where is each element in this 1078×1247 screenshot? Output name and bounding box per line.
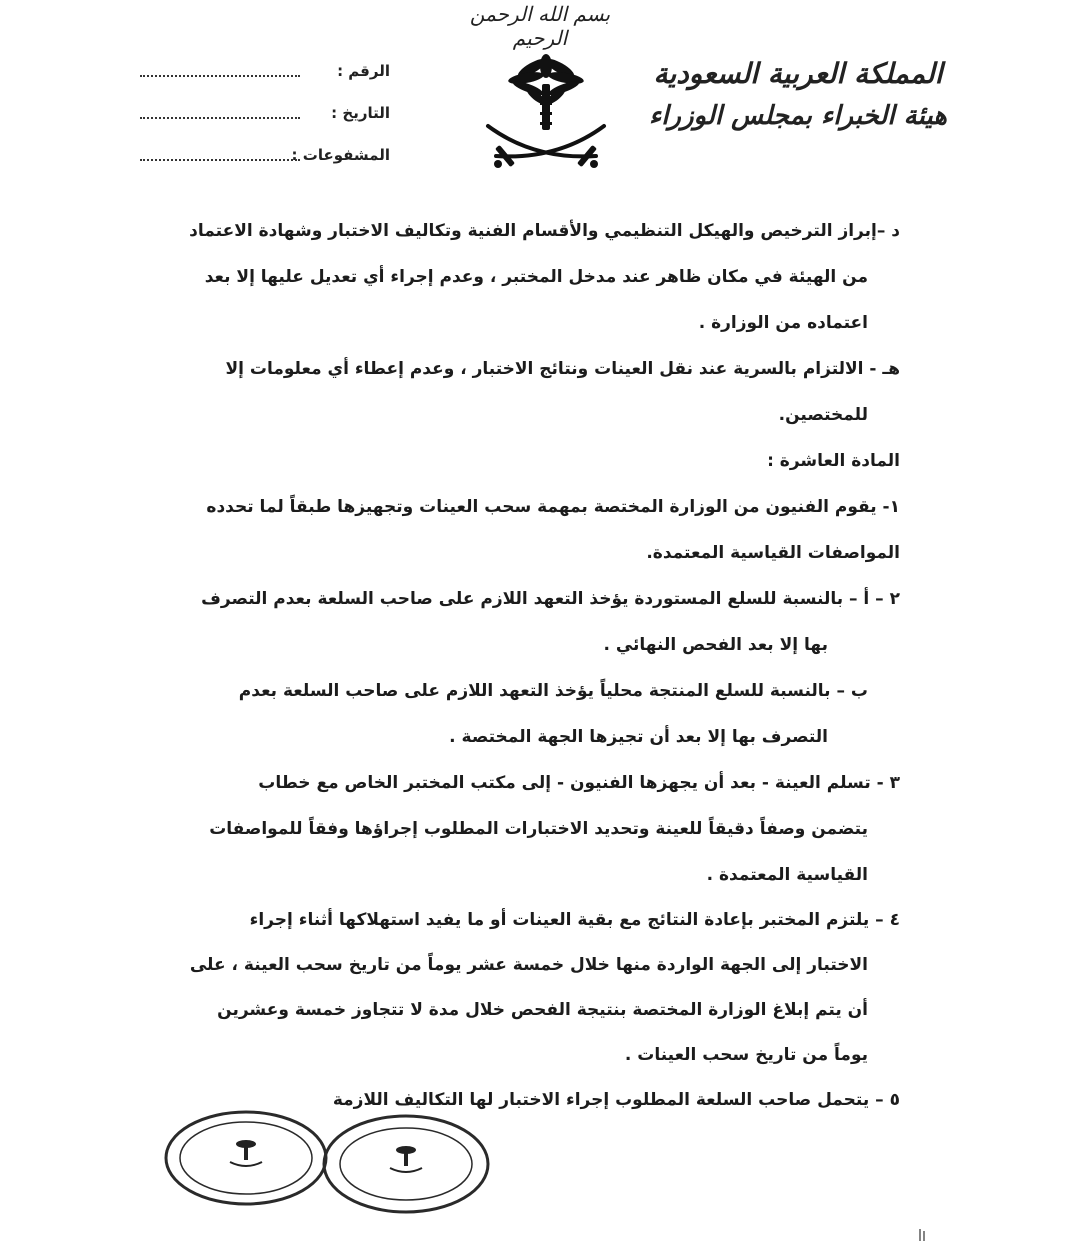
- body-line: الاختبار إلى الجهة الواردة منها خلال خمسة عشر يوماً من تاريخ سحب العينة ، على: [189, 955, 868, 975]
- body-line: القياسية المعتمدة .: [706, 865, 868, 885]
- body-line: ٤ – يلتزم المختبر بإعادة النتائج مع بقية العينات أو ما يفيد استهلاكها أثناء إجراء: [249, 910, 900, 930]
- reference-date-label: التاريخ :: [331, 104, 390, 122]
- body-line: المواصفات القياسية المعتمدة.: [646, 543, 900, 563]
- reference-attachments-field: [140, 149, 300, 161]
- body-line: ١- يقوم الفنيون من الوزارة المختصة بمهمة سحب العينات وتجهيزها طبقاً لما تحدده: [206, 497, 900, 517]
- saudi-emblem-icon: [484, 48, 608, 182]
- page-mark-icon: [918, 1228, 926, 1242]
- reference-number-label: الرقم :: [337, 62, 390, 80]
- reference-date-field: [140, 107, 300, 119]
- stamp-expert-commission: [166, 1112, 326, 1204]
- body-line: ب – بالنسبة للسلع المنتجة محلياً يؤخذ التعهد اللازم على صاحب السلعة بعدم: [238, 681, 868, 701]
- body-line: يتضمن وصفاً دقيقاً للعينة وتحديد الاختبارات المطلوب إجراؤها وفقاً للمواصفات: [209, 819, 868, 839]
- org-name-line2: هيئة الخبراء بمجلس الوزراء: [648, 101, 947, 131]
- official-stamps: [160, 1100, 500, 1220]
- basmala: بسم الله الرحمن الرحيم: [469, 2, 611, 50]
- reference-block: [140, 50, 390, 176]
- body-line: التصرف بها إلا بعد أن تجيزها الجهة المختصة .: [449, 727, 828, 747]
- body-line: ٢ – أ – بالنسبة للسلع المستوردة يؤخذ التعهد اللازم على صاحب السلعة بعدم التصرف: [201, 589, 900, 609]
- reference-date-row: [140, 92, 390, 134]
- org-name-line1: المملكة العربية السعودية: [653, 57, 943, 90]
- body-line: يوماً من تاريخ سحب العينات .: [624, 1045, 868, 1065]
- body-line: من الهيئة في مكان ظاهر عند مدخل المختبر ، وعدم إجراء أي تعديل عليها إلا بعد: [204, 267, 868, 287]
- body-line: د –إبراز الترخيص والهيكل التنظيمي والأقسام الفنية وتكاليف الاختبار وشهادة الاعتماد: [189, 221, 900, 241]
- stamp-cabinet-secretariat: [324, 1116, 488, 1212]
- body-line: للمختصين.: [778, 405, 868, 425]
- organization-heading: [638, 52, 958, 136]
- reference-number-row: [140, 50, 390, 92]
- body-line: ٣ - تسلم العينة - بعد أن يجهزها الفنيون - إلى مكتب المختبر الخاص مع خطاب: [258, 773, 900, 793]
- body-line: أن يتم إبلاغ الوزارة المختصة بنتيجة الفحص خلال مدة لا تتجاوز خمسة وعشرين: [217, 1000, 868, 1020]
- body-line: بها إلا بعد الفحص النهائي .: [603, 635, 828, 655]
- document-body: [170, 208, 900, 1123]
- reference-attachments-row: [140, 134, 390, 176]
- body-line: ٥ – يتحمل صاحب السلعة المطلوب إجراء الاختبار لها التكاليف اللازمة: [332, 1090, 900, 1110]
- body-line: اعتماده من الوزارة .: [698, 313, 868, 333]
- body-line: هـ - الالتزام بالسرية عند نقل العينات ونتائج الاختبار ، وعدم إعطاء أي معلومات إلا: [225, 359, 900, 379]
- reference-attachments-label: المشفوعات :: [291, 146, 390, 164]
- article-heading: المادة العاشرة :: [767, 451, 900, 471]
- reference-number-field: [140, 65, 300, 77]
